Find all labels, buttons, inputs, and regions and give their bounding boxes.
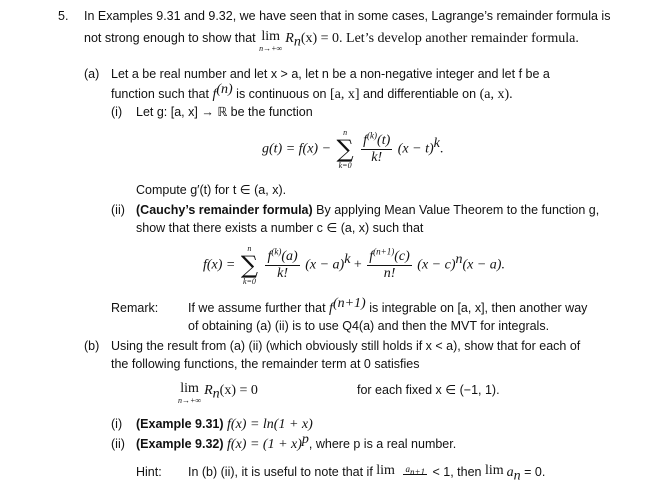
sub-ii-line-1: (Cauchy’s remainder formula) By applying Mean Value Theorem to the function g, — [136, 203, 600, 217]
intro-line-1: In Examples 9.31 and 9.32, we have seen that in some cases, Lagrange’s remainder formula is — [84, 9, 611, 23]
hint-label: Hint: — [136, 465, 162, 479]
part-a-label: (a) — [84, 67, 100, 81]
limit-condition: for each fixed x ∈ (−1, 1). — [357, 383, 500, 397]
hint-text: In (b) (ii), it is useful to note that if lim $a_{n+1}$ < 1, then lim $a_n = 0$. — [188, 463, 546, 484]
limit-statement: lim n→+∞ $R_n(x) = 0$ — [178, 381, 258, 405]
part-b-label: (b) — [84, 339, 100, 353]
sub-i-label: (i) — [111, 105, 123, 119]
problem-number: 5. — [58, 9, 69, 23]
cauchy-formula: f(x) = n ∑ k=0 $\frac{f^{(k)}(a)}{k!}$ $(x - a)^k$ + $\frac{f^{(n+1)}(c)}{n!}$ $(x - c)^n(x - a)$. — [203, 244, 505, 286]
compute-line: Compute g′(t) for t ∈ (a, x). — [136, 183, 287, 197]
part-a-line-2: function such that $f^{(n)}$ is continuous on [a, x] and differentiable on (a, x). — [111, 81, 513, 102]
g-formula: g(t) = f(x) − n ∑ k=0 $\frac{f^{(k)}(t)}{k!}$ $(x - t)^k$. — [262, 128, 444, 170]
part-b-line-2: the following functions, the remainder term at 0 satisfies — [111, 357, 420, 371]
part-a-line-1: Let a be real number and let x > a, let n be a non-negative integer and let f be a — [111, 67, 550, 81]
limit-operator: lim n→+∞ — [259, 29, 283, 53]
intro-line-2: not strong enough to show that lim n→+∞ $R_n(x) = 0$. Let’s develop another remainder formula. — [84, 29, 579, 53]
remark-line-2: of obtaining (a) (ii) is to use Q4(a) and then the MVT for integrals. — [188, 319, 550, 333]
sub-i-text: Let g: [a, x] → ℝ be the function — [136, 105, 313, 119]
sub-ii-line-2: show that there exists a number c ∈ (a, x) such that — [136, 221, 424, 235]
remark-label: Remark: — [111, 301, 159, 315]
part-b-line-1: Using the result from (a) (ii) (which obviously still holds if x < a), show that for each of — [111, 339, 581, 353]
item-ii: (Example 9.32) $f(x) = (1 + x)^p$, where p is a real number. — [136, 431, 457, 452]
summation: n ∑ k=0 — [336, 128, 354, 170]
item-ii-label: (ii) — [111, 437, 125, 451]
remark-line-1: If we assume further that $f^{(n+1)}$ is integrable on [a, x], then another way — [188, 295, 588, 316]
sub-ii-label: (ii) — [111, 203, 125, 217]
item-i-label: (i) — [111, 417, 123, 431]
item-i: (Example 9.31) f(x) = ln(1 + x) — [136, 417, 313, 432]
